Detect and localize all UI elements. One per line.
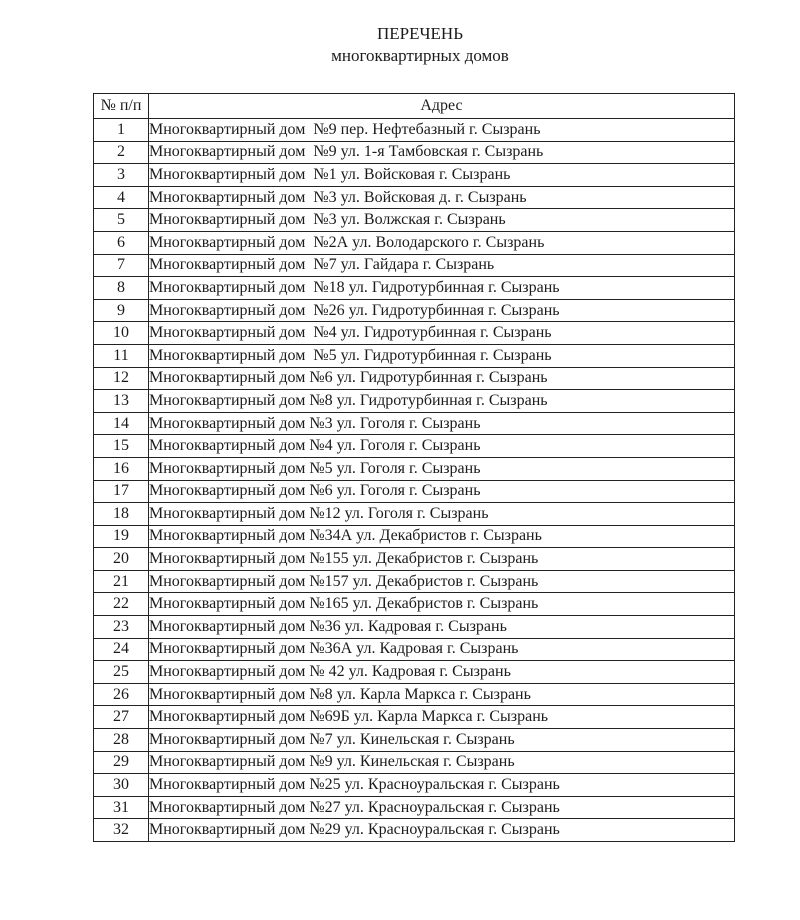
row-address-cell: Многоквартирный дом №69Б ул. Карла Маркса г. Сызрань [149, 706, 735, 729]
table-row [94, 616, 735, 639]
row-address-cell: Многоквартирный дом №4 ул. Гидротурбинная г. Сызрань [149, 322, 735, 345]
table-row [94, 209, 735, 232]
title-line-2: многоквартирных домов [331, 46, 509, 65]
row-number-cell: 6 [94, 231, 149, 254]
table-row [94, 119, 735, 142]
row-number-cell: 30 [94, 774, 149, 797]
row-address-cell: Многоквартирный дом №8 ул. Гидротурбинная г. Сызрань [149, 390, 735, 413]
table-row [94, 322, 735, 345]
table-row [94, 819, 735, 842]
row-number-cell: 10 [94, 322, 149, 345]
row-address-cell: Многоквартирный дом №2А ул. Володарского г. Сызрань [149, 231, 735, 254]
table-row [94, 503, 735, 526]
column-header-number: № п/п [94, 94, 149, 119]
row-address-cell: Многоквартирный дом №7 ул. Гайдара г. Сызрань [149, 254, 735, 277]
table-row [94, 435, 735, 458]
row-number-cell: 8 [94, 277, 149, 300]
table-row [94, 186, 735, 209]
row-number-cell: 1 [94, 119, 149, 142]
row-address-cell: Многоквартирный дом №36 ул. Кадровая г. Сызрань [149, 616, 735, 639]
row-number-cell: 32 [94, 819, 149, 842]
row-address-cell: Многоквартирный дом №29 ул. Красноуральская г. Сызрань [149, 819, 735, 842]
table-row [94, 390, 735, 413]
row-number-cell: 9 [94, 299, 149, 322]
table-row [94, 796, 735, 819]
row-address-cell: Многоквартирный дом №9 ул. 1-я Тамбовская г. Сызрань [149, 141, 735, 164]
row-address-cell: Многоквартирный дом №165 ул. Декабристов г. Сызрань [149, 593, 735, 616]
row-address-cell: Многоквартирный дом №27 ул. Красноуральская г. Сызрань [149, 796, 735, 819]
table-row [94, 480, 735, 503]
table-row [94, 299, 735, 322]
row-number-cell: 7 [94, 254, 149, 277]
table-row [94, 593, 735, 616]
row-address-cell: Многоквартирный дом №5 ул. Гоголя г. Сызрань [149, 457, 735, 480]
row-number-cell: 20 [94, 548, 149, 571]
row-address-cell: Многоквартирный дом №3 ул. Войсковая д. г. Сызрань [149, 186, 735, 209]
table-row [94, 638, 735, 661]
row-address-cell: Многоквартирный дом №157 ул. Декабристов г. Сызрань [149, 570, 735, 593]
apartment-list-table [93, 93, 735, 842]
row-address-cell: Многоквартирный дом №6 ул. Гоголя г. Сызрань [149, 480, 735, 503]
title-line-1: ПЕРЕЧЕНЬ [377, 24, 463, 43]
table-row [94, 344, 735, 367]
table-row [94, 706, 735, 729]
row-address-cell: Многоквартирный дом №26 ул. Гидротурбинная г. Сызрань [149, 299, 735, 322]
row-number-cell: 23 [94, 616, 149, 639]
row-address-cell: Многоквартирный дом №3 ул. Гоголя г. Сызрань [149, 412, 735, 435]
row-address-cell: Многоквартирный дом №5 ул. Гидротурбинная г. Сызрань [149, 344, 735, 367]
table-row [94, 570, 735, 593]
row-number-cell: 3 [94, 164, 149, 187]
table-header-row [94, 94, 735, 119]
row-address-cell: Многоквартирный дом №34А ул. Декабристов г. Сызрань [149, 525, 735, 548]
row-number-cell: 26 [94, 683, 149, 706]
row-number-cell: 13 [94, 390, 149, 413]
table-row [94, 548, 735, 571]
table-row [94, 254, 735, 277]
row-address-cell: Многоквартирный дом №1 ул. Войсковая г. Сызрань [149, 164, 735, 187]
table-row [94, 367, 735, 390]
table-row [94, 457, 735, 480]
row-number-cell: 22 [94, 593, 149, 616]
row-number-cell: 28 [94, 729, 149, 752]
table-row [94, 231, 735, 254]
row-address-cell: Многоквартирный дом №36А ул. Кадровая г. Сызрань [149, 638, 735, 661]
row-number-cell: 11 [94, 344, 149, 367]
row-number-cell: 27 [94, 706, 149, 729]
row-number-cell: 19 [94, 525, 149, 548]
row-number-cell: 18 [94, 503, 149, 526]
table-row [94, 141, 735, 164]
row-number-cell: 31 [94, 796, 149, 819]
table-row [94, 277, 735, 300]
column-header-address: Адрес [149, 94, 735, 119]
row-address-cell: Многоквартирный дом №7 ул. Кинельская г. Сызрань [149, 729, 735, 752]
row-number-cell: 2 [94, 141, 149, 164]
table-row [94, 412, 735, 435]
row-address-cell: Многоквартирный дом №8 ул. Карла Маркса г. Сызрань [149, 683, 735, 706]
row-address-cell: Многоквартирный дом №9 пер. Нефтебазный г. Сызрань [149, 119, 735, 142]
row-number-cell: 16 [94, 457, 149, 480]
row-number-cell: 25 [94, 661, 149, 684]
document-title [100, 23, 740, 67]
table-row [94, 683, 735, 706]
row-number-cell: 15 [94, 435, 149, 458]
row-address-cell: Многоквартирный дом №25 ул. Красноуральская г. Сызрань [149, 774, 735, 797]
row-number-cell: 5 [94, 209, 149, 232]
row-address-cell: Многоквартирный дом №155 ул. Декабристов г. Сызрань [149, 548, 735, 571]
row-number-cell: 24 [94, 638, 149, 661]
table-row [94, 751, 735, 774]
table-row [94, 774, 735, 797]
row-address-cell: Многоквартирный дом №9 ул. Кинельская г. Сызрань [149, 751, 735, 774]
row-address-cell: Многоквартирный дом №6 ул. Гидротурбинная г. Сызрань [149, 367, 735, 390]
row-number-cell: 4 [94, 186, 149, 209]
row-number-cell: 14 [94, 412, 149, 435]
row-address-cell: Многоквартирный дом №18 ул. Гидротурбинная г. Сызрань [149, 277, 735, 300]
table-row [94, 525, 735, 548]
row-address-cell: Многоквартирный дом №12 ул. Гоголя г. Сызрань [149, 503, 735, 526]
row-address-cell: Многоквартирный дом № 42 ул. Кадровая г. Сызрань [149, 661, 735, 684]
table-row [94, 164, 735, 187]
row-number-cell: 12 [94, 367, 149, 390]
row-number-cell: 29 [94, 751, 149, 774]
row-number-cell: 17 [94, 480, 149, 503]
row-address-cell: Многоквартирный дом №4 ул. Гоголя г. Сызрань [149, 435, 735, 458]
table-row [94, 729, 735, 752]
row-number-cell: 21 [94, 570, 149, 593]
table-row [94, 661, 735, 684]
row-address-cell: Многоквартирный дом №3 ул. Волжская г. Сызрань [149, 209, 735, 232]
